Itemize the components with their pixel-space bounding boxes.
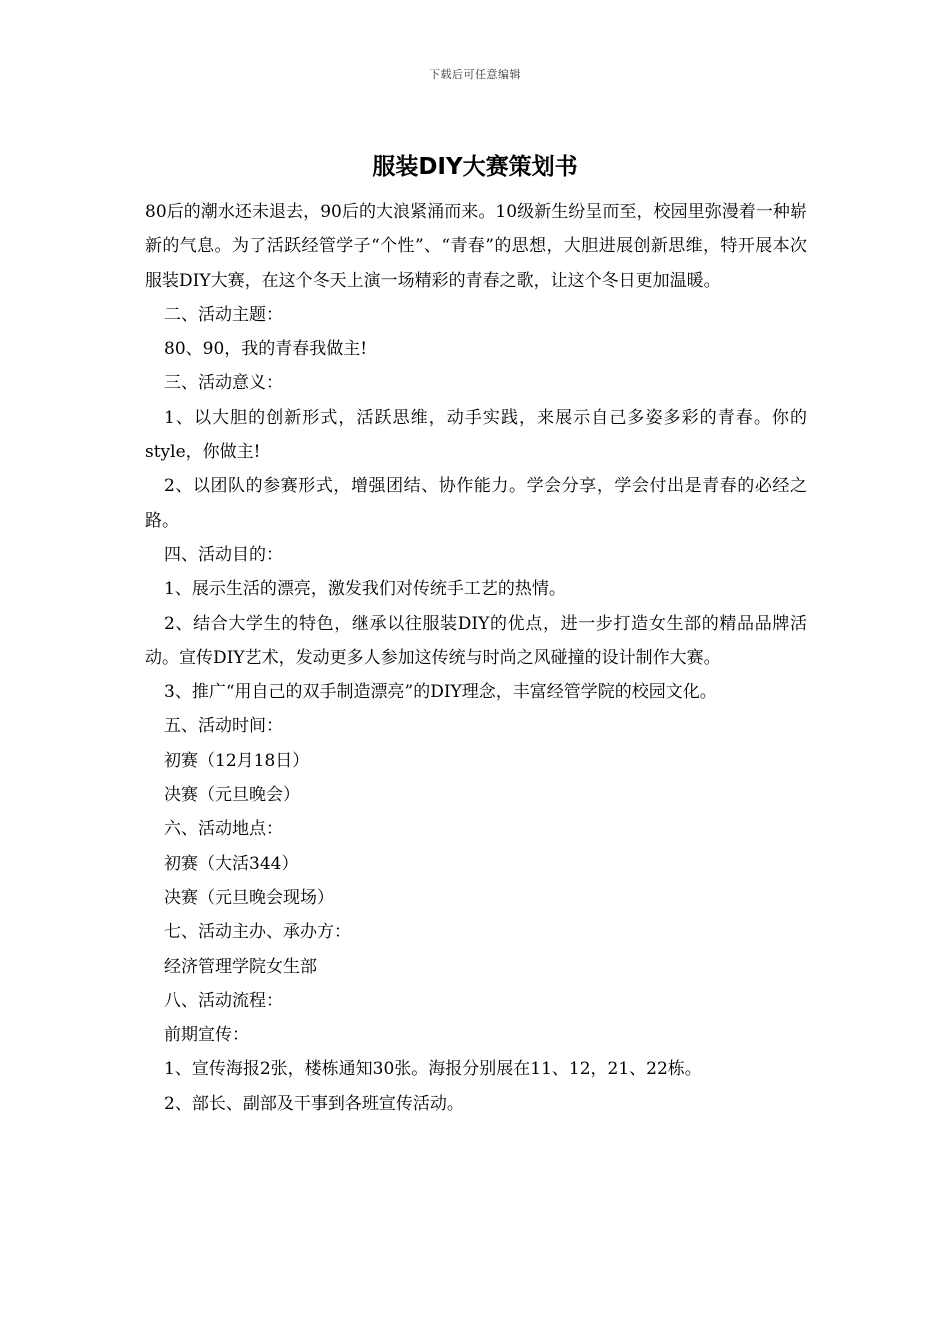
paragraph: 初赛（大活344） bbox=[164, 853, 299, 874]
intro-paragraph: 80后的潮水还未退去，90后的大浪紧涌而来。10级新生纷呈而至，校园里弥漫着一种崭新的气息。为了活跃经管学子“个性”、“青春”的思想，大胆进展创新思维，特开展本次服装DIY大赛，在这个冬天上演一场精彩的青春之歌，让这个冬日更加温暖。 bbox=[145, 202, 807, 291]
paragraph: 2、结合大学生的特色，继承以往服装DIY的优点，进一步打造女生部的精品品牌活动。宣传DIY艺术，发动更多人参加这传统与时尚之风碰撞的设计制作大赛。 bbox=[145, 613, 807, 668]
paragraph: 1、以大胆的创新形式，活跃思维，动手实践，来展示自己多姿多彩的青春。你的style，你做主! bbox=[145, 407, 807, 463]
section-heading-significance: 三、活动意义： bbox=[164, 373, 283, 394]
section-heading-organizer: 七、活动主办、承办方： bbox=[164, 922, 351, 943]
paragraph: 80、90，我的青春我做主! bbox=[164, 339, 368, 360]
document-title: 服装DIY大赛策划书 bbox=[372, 154, 578, 180]
section-heading-purpose: 四、活动目的： bbox=[164, 544, 283, 565]
paragraph: 2、以团队的参赛形式，增强团结、协作能力。学会分享，学会付出是青春的必经之路。 bbox=[145, 476, 807, 531]
section-heading-venue: 六、活动地点： bbox=[164, 819, 283, 840]
paragraph: 初赛（12月18日） bbox=[164, 750, 310, 771]
paragraph: 决赛（元旦晚会现场） bbox=[164, 887, 334, 908]
document-body bbox=[145, 195, 807, 1121]
section-heading-time: 五、活动时间： bbox=[164, 716, 283, 737]
paragraph: 经济管理学院女生部 bbox=[164, 956, 317, 977]
paragraph: 1、展示生活的漂亮，激发我们对传统手工艺的热情。 bbox=[164, 579, 566, 600]
paragraph: 3、推广“用自己的双手制造漂亮”的DIY理念，丰富经管学院的校园文化。 bbox=[164, 682, 717, 703]
header-note: 下载后可任意编辑 bbox=[429, 68, 521, 81]
section-heading-process: 八、活动流程： bbox=[164, 990, 283, 1011]
paragraph: 2、部长、副部及干事到各班宣传活动。 bbox=[164, 1093, 464, 1114]
section-heading-theme: 二、活动主题： bbox=[164, 304, 283, 325]
paragraph: 1、宣传海报2张，楼栋通知30张。海报分别展在11、12，21、22栋。 bbox=[164, 1059, 702, 1080]
paragraph: 前期宣传： bbox=[164, 1025, 249, 1046]
paragraph: 决赛（元旦晚会） bbox=[164, 785, 300, 806]
